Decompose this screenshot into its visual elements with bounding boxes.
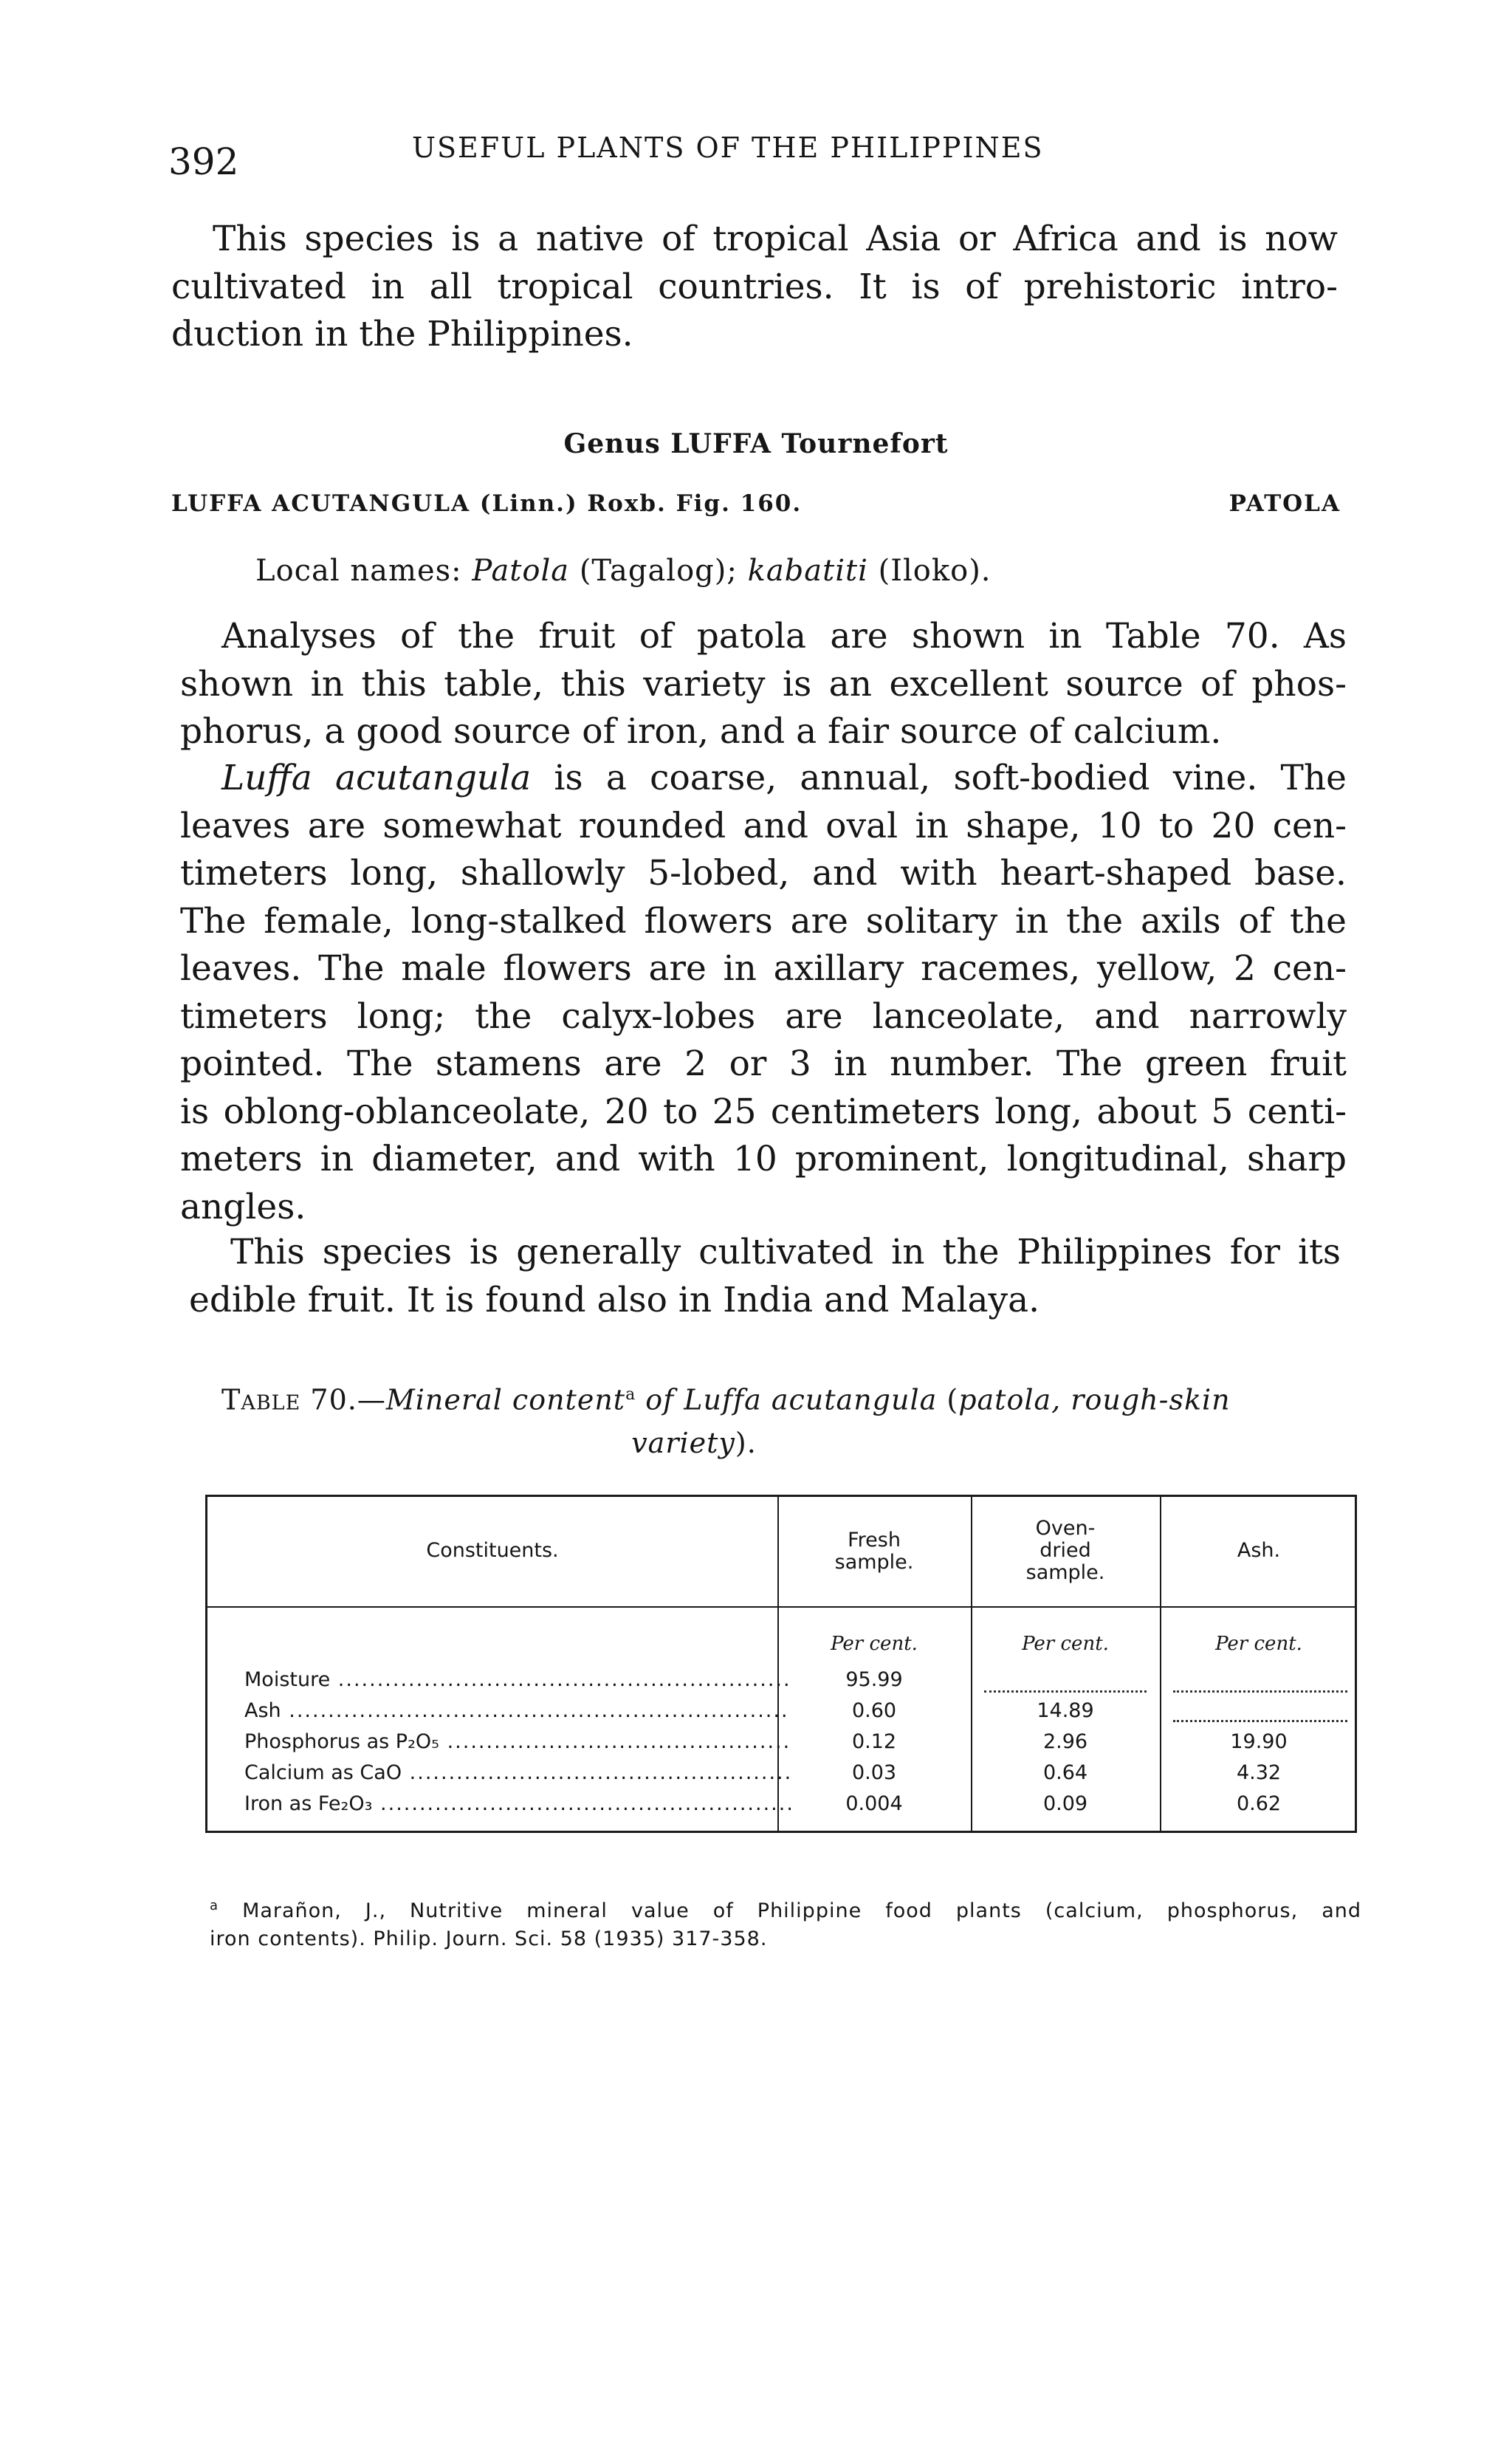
- caption-paren-open: (: [937, 1383, 959, 1416]
- row-label-iron: Iron as Fe₂O₃ .....: [244, 1792, 791, 1815]
- header-oven-line1: Oven-: [1035, 1517, 1096, 1540]
- cell-iron-oven: 0.09: [1042, 1792, 1088, 1815]
- cell-iron-ash: 0.62: [1236, 1792, 1282, 1815]
- caption-of: of: [636, 1383, 684, 1416]
- cell-ash-oven: 14.89: [1037, 1699, 1094, 1722]
- cell-moisture-ash-empty: [1173, 1690, 1347, 1693]
- header-fresh: [777, 1529, 971, 1574]
- local-names-prefix: Local names:: [255, 554, 472, 588]
- caption-variety: patola, rough-skin: [958, 1383, 1231, 1416]
- local-name-iloko: kabatiti: [747, 554, 868, 588]
- genus-heading: Genus LUFFA Tournefort: [563, 428, 949, 459]
- species-common-name: PATOLA: [1228, 490, 1341, 517]
- text-line: duction in the Philippines.: [171, 314, 633, 354]
- cell-ash-fresh: 0.60: [851, 1699, 897, 1722]
- caption-dash: —: [357, 1383, 386, 1416]
- unit-oven: Per cent.: [1022, 1633, 1109, 1655]
- header-oven-line3: sample.: [1025, 1561, 1105, 1584]
- cell-ash-ash-empty: [1173, 1720, 1347, 1722]
- local-names: [255, 554, 992, 588]
- header-oven-line2: dried: [1040, 1539, 1091, 1562]
- text-line: edible fruit. It is found also in India and Malaya.: [189, 1279, 1040, 1320]
- text-line: meters in diameter, and with 10 prominent, longitudinal, sharp: [180, 1139, 1347, 1179]
- footnote-mark: a: [210, 1898, 219, 1913]
- caption-footnote-mark: a: [625, 1385, 636, 1404]
- local-name-tagalog: Patola: [472, 554, 570, 588]
- intro-paragraph: [171, 216, 1338, 359]
- analysis-paragraph: [180, 613, 1347, 756]
- text-line: [180, 755, 1347, 803]
- text-line: cultivated in all tropical countries. It is of prehistoric intro-: [171, 266, 1338, 307]
- text-line: is oblong-oblanceolate, 20 to 25 centimeters long, about 5 centi-: [180, 1091, 1347, 1132]
- species-name: LUFFA ACUTANGULA (Linn.) Roxb. Fig. 160.: [171, 490, 803, 517]
- table-label: Table 70.: [221, 1383, 357, 1416]
- text-line: Analyses of the fruit of patola are shown in Table 70. As: [221, 616, 1347, 657]
- text-line: timeters long, shallowly 5-lobed, and with heart-shaped base.: [180, 853, 1347, 894]
- text-line: The female, long-stalked flowers are solitary in the axils of the: [180, 900, 1347, 942]
- running-title: USEFUL PLANTS OF THE PHILIPPINES: [412, 131, 1044, 164]
- row-label-moisture: Moisture .....: [244, 1668, 791, 1691]
- header-constituents: Constituents.: [426, 1539, 559, 1562]
- cultivation-paragraph: [189, 1229, 1341, 1324]
- header-ash: Ash.: [1237, 1539, 1281, 1562]
- cell-phosphorus-fresh: 0.12: [851, 1730, 897, 1753]
- header-fresh-line2: sample.: [834, 1551, 914, 1574]
- text-segment: is a coarse, annual, soft-bodied vine. The: [531, 758, 1347, 798]
- caption-line: [221, 1374, 1329, 1422]
- text-line: phorus, a good source of iron, and a fair source of calcium.: [180, 711, 1222, 752]
- cell-phosphorus-ash: 19.90: [1230, 1730, 1288, 1753]
- unit-fresh: Per cent.: [831, 1633, 918, 1655]
- text-line: leaves. The male flowers are in axillary racemes, yellow, 2 cen-: [180, 948, 1347, 989]
- local-name-lang1: (Tagalog);: [569, 554, 748, 588]
- text-line: angles.: [180, 1186, 306, 1227]
- row-label-calcium: Calcium as CaO .....: [244, 1761, 791, 1784]
- running-head: [168, 130, 1364, 189]
- description-paragraph: [180, 755, 1347, 1231]
- text-line: pointed. The stamens are 2 or 3 in number. The green fruit: [180, 1043, 1347, 1084]
- caption-line: [221, 1422, 1329, 1464]
- caption-title: Mineral content: [385, 1383, 626, 1416]
- caption-paren-close: ).: [735, 1426, 757, 1459]
- table-caption: [221, 1374, 1329, 1464]
- header-oven-dried: [971, 1518, 1160, 1584]
- text-line: leaves are somewhat rounded and oval in shape, 10 to 20 cen-: [180, 805, 1347, 846]
- footnote-line: iron contents). Philip. Journ. Sci. 58 (1935) 317-358.: [210, 1927, 768, 1950]
- header-rule: [207, 1606, 1355, 1608]
- cell-calcium-fresh: 0.03: [851, 1761, 897, 1784]
- row-label-phosphorus: Phosphorus as P₂O₅ .....: [244, 1730, 791, 1753]
- header-fresh-line1: Fresh: [848, 1529, 901, 1552]
- row-label-ash: Ash .....: [244, 1699, 791, 1722]
- cell-calcium-ash: 4.32: [1236, 1761, 1282, 1784]
- text-line: shown in this table, this variety is an excellent source of phos-: [180, 663, 1347, 705]
- page-number: 392: [168, 140, 239, 183]
- footnote-text-1: Marañon, J., Nutritive mineral value of Philippine food plants (calcium, phosphorus, and: [242, 1899, 1361, 1922]
- species-heading: [171, 490, 1341, 517]
- cell-moisture-oven-empty: [984, 1690, 1147, 1693]
- caption-variety-word: variety: [631, 1426, 735, 1459]
- cell-phosphorus-oven: 2.96: [1042, 1730, 1088, 1753]
- cell-iron-fresh: 0.004: [845, 1792, 903, 1815]
- footnote: [210, 1892, 1361, 1953]
- species-italic: Luffa acutangula: [221, 758, 532, 798]
- cell-moisture-fresh: 95.99: [845, 1668, 903, 1691]
- local-name-lang2: (Iloko).: [867, 554, 992, 588]
- mineral-content-table: [205, 1495, 1357, 1833]
- caption-species: Luffa acutangula: [684, 1383, 938, 1416]
- text-line: This species is generally cultivated in the Philippines for its: [230, 1232, 1341, 1272]
- footnote-line: [210, 1892, 1361, 1925]
- text-line: This species is a native of tropical Asia or Africa and is now: [213, 219, 1338, 259]
- cell-calcium-oven: 0.64: [1042, 1761, 1088, 1784]
- unit-ash: Per cent.: [1215, 1633, 1302, 1655]
- text-line: timeters long; the calyx-lobes are lanceolate, and narrowly: [180, 995, 1347, 1037]
